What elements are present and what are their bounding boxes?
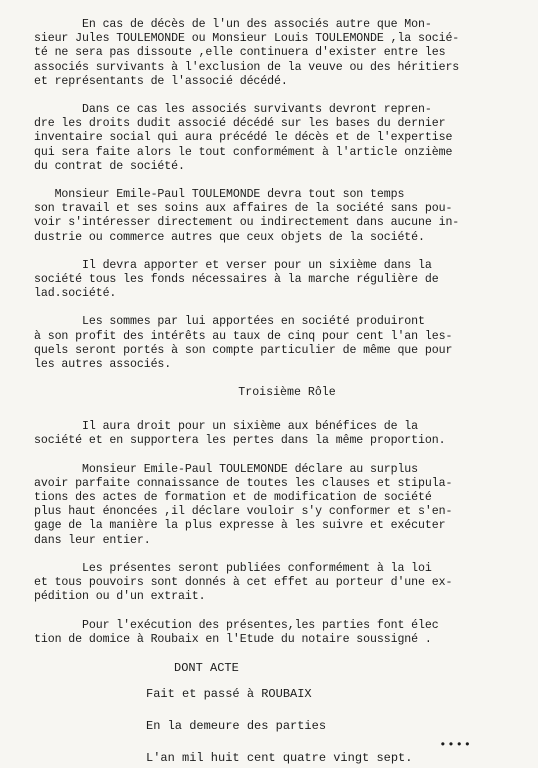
text-line: té ne sera pas dissoute ,elle continuera d'exister entre les: [34, 46, 446, 60]
text-line: inventaire social qui aura précédé le décès et de l'expertise: [34, 131, 453, 145]
text-line: les autres associés.: [34, 358, 172, 372]
text-line: et tous pouvoirs sont donnés à cet effet au porteur d'une ex-: [34, 576, 453, 590]
text-line: dre les droits dudit associé décédé sur les bases du dernier: [34, 117, 446, 131]
paragraph: [34, 103, 504, 174]
text-line: Monsieur Emile-Paul TOULEMONDE déclare au surplus: [34, 462, 419, 476]
text-line: plus haut énoncées ,il déclare vouloir s'y conformer et s'en-: [34, 505, 453, 519]
text-line: dans leur entier.: [34, 533, 151, 547]
paragraph: [34, 188, 504, 245]
paragraph: [34, 259, 504, 302]
closing-line: L'an mil huit cent quatre vingt sept.: [146, 750, 413, 765]
closing-line: En la demeure des parties: [146, 718, 327, 733]
text-line: dustrie ou commerce autres que ceux objets de la société.: [34, 230, 425, 244]
closing-block: [34, 661, 504, 765]
paragraph: [34, 562, 504, 605]
section-heading: Troisième Rôle: [238, 386, 336, 400]
text-line: qui sera faite alors le tout conformément à l'article onzième: [34, 145, 453, 159]
text-line: Les sommes par lui apportées en société produiront: [34, 315, 425, 329]
paragraphs-after-heading: [34, 420, 504, 647]
text-line: lad.société.: [34, 287, 117, 301]
text-line: son travail et ses soins aux affaires de la société sans pou-: [34, 202, 453, 216]
text-line: quels seront portés à son compte particulier de même que pour: [34, 343, 453, 357]
text-line: pédition ou d'un extrait.: [34, 590, 206, 604]
text-line: société et en supportera les pertes dans la même proportion.: [34, 434, 446, 448]
paragraph: [34, 315, 504, 372]
text-line: tion de domice à Roubaix en l'Etude du notaire soussigné .: [34, 632, 432, 646]
paragraph: [34, 463, 504, 548]
text-line: Il devra apporter et verser pour un sixième dans la: [34, 258, 432, 272]
closing-line: DONT ACTE: [174, 660, 239, 675]
paragraphs-before-heading: [34, 18, 504, 372]
text-line: Monsieur Emile-Paul TOULEMONDE devra tout son temps: [34, 188, 405, 202]
text-line: En cas de décès de l'un des associés autre que Mon-: [34, 18, 432, 31]
text-line: gage de la manière la plus expresse à les suivre et exécuter: [34, 519, 446, 533]
text-line: Il aura droit pour un sixième aux bénéfices de la: [34, 420, 419, 434]
text-line: Dans ce cas les associés survivants devront repren-: [34, 103, 432, 117]
closing-line: Fait et passé à ROUBAIX: [146, 686, 312, 701]
text-line: voir s'intéresser directement ou indirectement dans aucune in-: [34, 216, 460, 230]
text-line: Les présentes seront publiées conformément à la loi: [34, 561, 432, 575]
paragraph: [34, 420, 504, 448]
text-line: associés survivants à l'exclusion de la veuve ou des héritiers: [34, 60, 460, 74]
text-line: du contrat de société.: [34, 159, 185, 173]
end-mark: ••••: [439, 738, 472, 752]
text-line: et représentants de l'associé décédé.: [34, 74, 288, 88]
text-line: à son profit des intérêts au taux de cinq pour cent l'an les-: [34, 329, 453, 343]
paragraph: [34, 18, 504, 89]
text-line: Pour l'exécution des présentes,les parties font élec: [34, 618, 439, 632]
text-line: avoir parfaite connaissance de toutes les clauses et stipula-: [34, 476, 453, 490]
paragraph: [34, 619, 504, 647]
text-line: sieur Jules TOULEMONDE ou Monsieur Louis TOULEMONDE ,la socié-: [34, 32, 460, 46]
text-line: tions des actes de formation et de modification de société: [34, 491, 432, 505]
text-line: société tous les fonds nécessaires à la marche régulière de: [34, 273, 439, 287]
